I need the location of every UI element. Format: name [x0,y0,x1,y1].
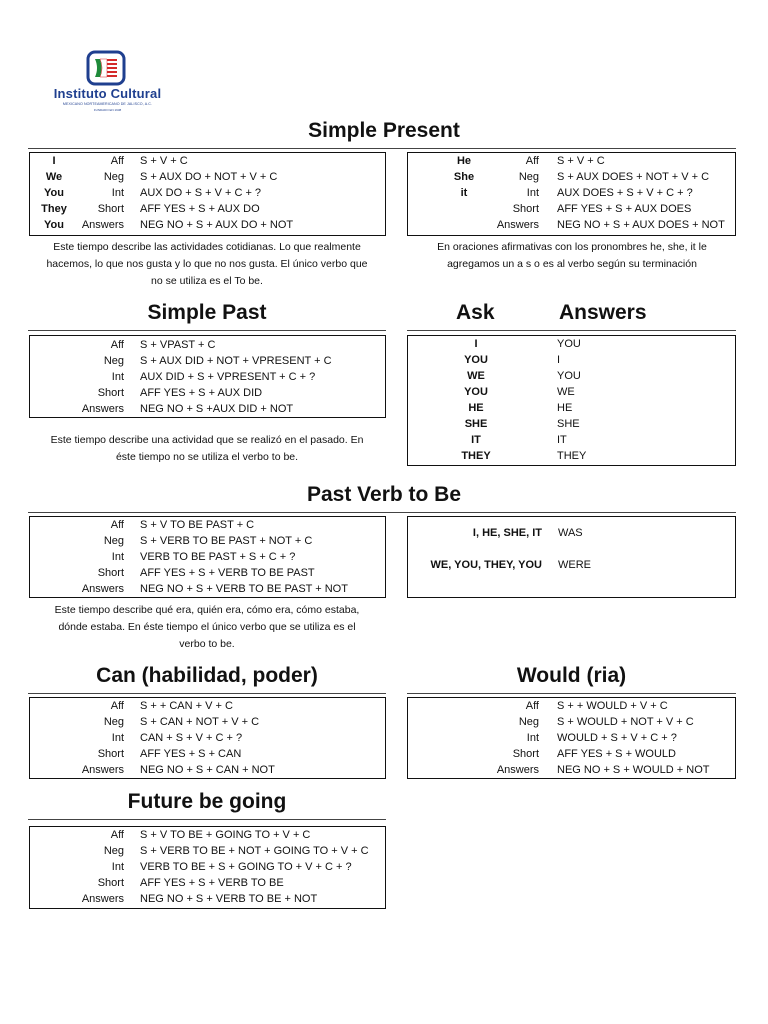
table-row [408,432,735,448]
answer-pronoun: YOU [557,338,581,350]
form-label: Int [526,732,539,744]
answer-pronoun: HE [557,402,573,414]
simple-present-he-she-it-note: En oraciones afirmativas con los pronombres he, she, it le agregamos un a s o es al verbo según su terminación [437,241,707,270]
form-label: Int [111,732,124,744]
table-row [408,416,735,432]
ask-pronoun: HE [468,402,484,414]
table-row [408,400,735,416]
formula: AFF YES + S + VERB TO BE [140,877,284,889]
ask-pronoun: I [474,338,478,350]
divider [407,693,736,694]
form-label: Neg [518,171,539,183]
table-row [30,581,385,597]
formula: S + V TO BE PAST + C [140,519,255,531]
answers-title: Answers [559,301,647,324]
form-label: Neg [103,355,124,367]
form-label: Short [97,203,124,215]
formula: S + AUX DID + NOT + VPRESENT + C [140,355,332,367]
can-title: Can (habilidad, poder) [96,664,318,687]
formula: NEG NO + S + VERB TO BE PAST + NOT [140,583,348,595]
past-verb-to-be-title: Past Verb to Be [306,483,462,506]
would-table [407,697,736,779]
form-label: Aff [110,339,124,351]
form-label: Short [512,748,539,760]
formula: S + + CAN + V + C [140,700,233,712]
answer-pronoun: I [557,354,561,366]
ask-pronoun: YOU [464,386,488,398]
formula: WOULD + S + V + C + ? [557,732,677,744]
past-verb: WERE [558,559,591,571]
answer-pronoun: WE [557,386,575,398]
table-row [408,352,735,368]
formula: AUX DO + S + V + C + ? [140,187,262,199]
table-row [408,384,735,400]
form-label: Answers [496,764,539,776]
table-row [30,859,385,875]
formula: NEG NO + S + VERB TO BE + NOT [140,893,318,905]
simple-present-table-i-we-you-they [29,152,386,236]
formula: S + VERB TO BE PAST + NOT + C [140,535,313,547]
formula: S + WOULD + NOT + V + C [557,716,694,728]
table-row [30,891,385,907]
form-label: Answers [81,583,124,595]
form-label: Neg [103,171,124,183]
logo-name: Instituto Cultural [53,86,162,101]
form-label: Answers [496,219,539,231]
formula: VERB TO BE PAST + S + C + ? [140,551,296,563]
answer-pronoun: THEY [557,450,587,462]
formula: AUX DOES + S + V + C + ? [557,187,693,199]
divider [28,148,736,149]
ask-pronoun: SHE [464,418,488,430]
formula: S + V + C [140,155,188,167]
ask-pronoun: THEY [461,450,491,462]
pronoun: You [44,219,64,231]
form-label: Neg [518,716,539,728]
formula: NEG NO + S + AUX DO + NOT [140,219,294,231]
formula: NEG NO + S + AUX DOES + NOT [557,219,725,231]
table-row [30,875,385,891]
institute-logo [40,50,175,114]
formula: NEG NO + S + CAN + NOT [140,764,275,776]
form-label: Neg [103,535,124,547]
formula: AFF YES + S + AUX DID [140,387,263,399]
divider [28,330,386,331]
form-label: Short [97,567,124,579]
form-label: Short [97,877,124,889]
ask-title: Ask [456,301,495,324]
would-title: Would (ria) [516,664,627,687]
table-row [408,368,735,384]
table-row [30,565,385,581]
pronoun: They [41,203,67,215]
divider [28,693,386,694]
form-label: Aff [525,700,539,712]
table-row [408,730,735,746]
formula: AFF YES + S + VERB TO BE PAST [140,567,315,579]
formula: S + AUX DO + NOT + V + C [140,171,278,183]
table-row [408,169,735,185]
pronoun-group: I, HE, SHE, IT [472,527,542,539]
table-row [408,448,735,464]
formula: AFF YES + S + CAN [140,748,242,760]
table-row [30,714,385,730]
formula: AUX DID + S + VPRESENT + C + ? [140,371,316,383]
table-row [30,169,385,185]
future-be-going-title: Future be going [127,790,287,813]
pronoun: She [453,171,475,183]
past-verb: WAS [558,527,583,539]
form-label: Aff [110,519,124,531]
formula: VERB TO BE + S + GOING TO + V + C + ? [140,861,352,873]
form-label: Int [111,371,124,383]
formula: CAN + S + V + C + ? [140,732,243,744]
was-were-table [407,516,736,598]
table-row [30,533,385,549]
ask-answers-table [407,335,736,466]
form-label: Int [111,861,124,873]
table-row [30,698,385,714]
simple-present-table-he-she-it [407,152,736,236]
simple-past-table [29,335,386,418]
formula: AFF YES + S + AUX DO [140,203,260,215]
logo-founded: FUNDADO EN 1938 [93,108,122,112]
table-row [30,385,385,401]
formula: S + AUX DOES + NOT + V + C [557,171,710,183]
pronoun: I [52,155,56,167]
formula: S + CAN + NOT + V + C [140,716,260,728]
answer-pronoun: IT [557,434,567,446]
table-row [30,827,385,843]
simple-present-description: Este tiempo describe las actividades cotidianas. Lo que realmente hacemos, lo que nos gusta y lo que no nos gusta. El único verbo que no se utiliza es el To be. [46,241,368,287]
form-label: Aff [110,155,124,167]
formula: NEG NO + S +AUX DID + NOT [140,403,294,415]
divider [28,512,736,513]
table-row [408,746,735,762]
simple-past-description: Este tiempo describe una actividad que se realizó en el pasado. En éste tiempo no se utiliza el verbo to be. [50,434,364,463]
simple-present-title: Simple Present [308,119,460,142]
form-label: Aff [525,155,539,167]
table-row [408,217,735,233]
table-row [30,549,385,565]
table-row [408,336,735,352]
table-row [30,185,385,201]
table-row [408,762,735,778]
table-row [30,337,385,353]
ask-pronoun: IT [471,434,481,446]
formula: S + V + C [557,155,605,167]
ask-pronoun: WE [467,370,485,382]
formula: AFF YES + S + AUX DOES [557,203,692,215]
form-label: Answers [81,764,124,776]
can-table [29,697,386,779]
table-row [30,730,385,746]
table-row [408,185,735,201]
table-row [30,843,385,859]
logo-subtitle: MEXICANO NORTEAMERICANO DE JALISCO, A.C. [62,102,153,106]
table-row [30,762,385,778]
pronoun-group: WE, YOU, THEY, YOU [430,559,542,571]
formula: S + V TO BE + GOING TO + V + C [140,829,311,841]
formula: S + VERB TO BE + NOT + GOING TO + V + C [140,845,369,857]
form-label: Int [526,187,539,199]
answer-pronoun: YOU [557,370,581,382]
form-label: Short [97,748,124,760]
table-row [30,201,385,217]
table-row [30,217,385,233]
divider [407,330,736,331]
form-label: Int [111,187,124,199]
table-row [30,746,385,762]
form-label: Answers [81,403,124,415]
form-label: Aff [110,700,124,712]
table-row [30,353,385,369]
form-label: Answers [81,893,124,905]
table-row [30,369,385,385]
table-row [30,517,385,533]
form-label: Answers [81,219,124,231]
form-label: Neg [103,845,124,857]
pronoun: He [456,155,472,167]
past-to-be-description: Este tiempo describe qué era, quién era, cómo era, cómo estaba, dónde estaba. En éste tiempo el único verbo que se utiliza es el verbo to be. [54,604,360,650]
formula: AFF YES + S + WOULD [557,748,676,760]
table-row [408,714,735,730]
pronoun: it [460,187,468,199]
table-row [408,153,735,169]
pronoun: We [45,171,63,183]
formula: S + VPAST + C [140,339,216,351]
form-label: Int [111,551,124,563]
divider [28,819,386,820]
table-row [408,201,735,217]
answer-pronoun: SHE [557,418,580,430]
ask-pronoun: YOU [464,354,488,366]
table-row [30,401,385,417]
flag-emblem-icon [86,50,126,86]
formula: S + + WOULD + V + C [557,700,668,712]
future-going-table [29,826,386,909]
form-label: Aff [110,829,124,841]
formula: NEG NO + S + WOULD + NOT [557,764,710,776]
form-label: Short [97,387,124,399]
table-row [408,698,735,714]
simple-past-title: Simple Past [147,301,267,324]
past-to-be-table [29,516,386,598]
table-row [30,153,385,169]
form-label: Short [512,203,539,215]
pronoun: You [44,187,64,199]
form-label: Neg [103,716,124,728]
